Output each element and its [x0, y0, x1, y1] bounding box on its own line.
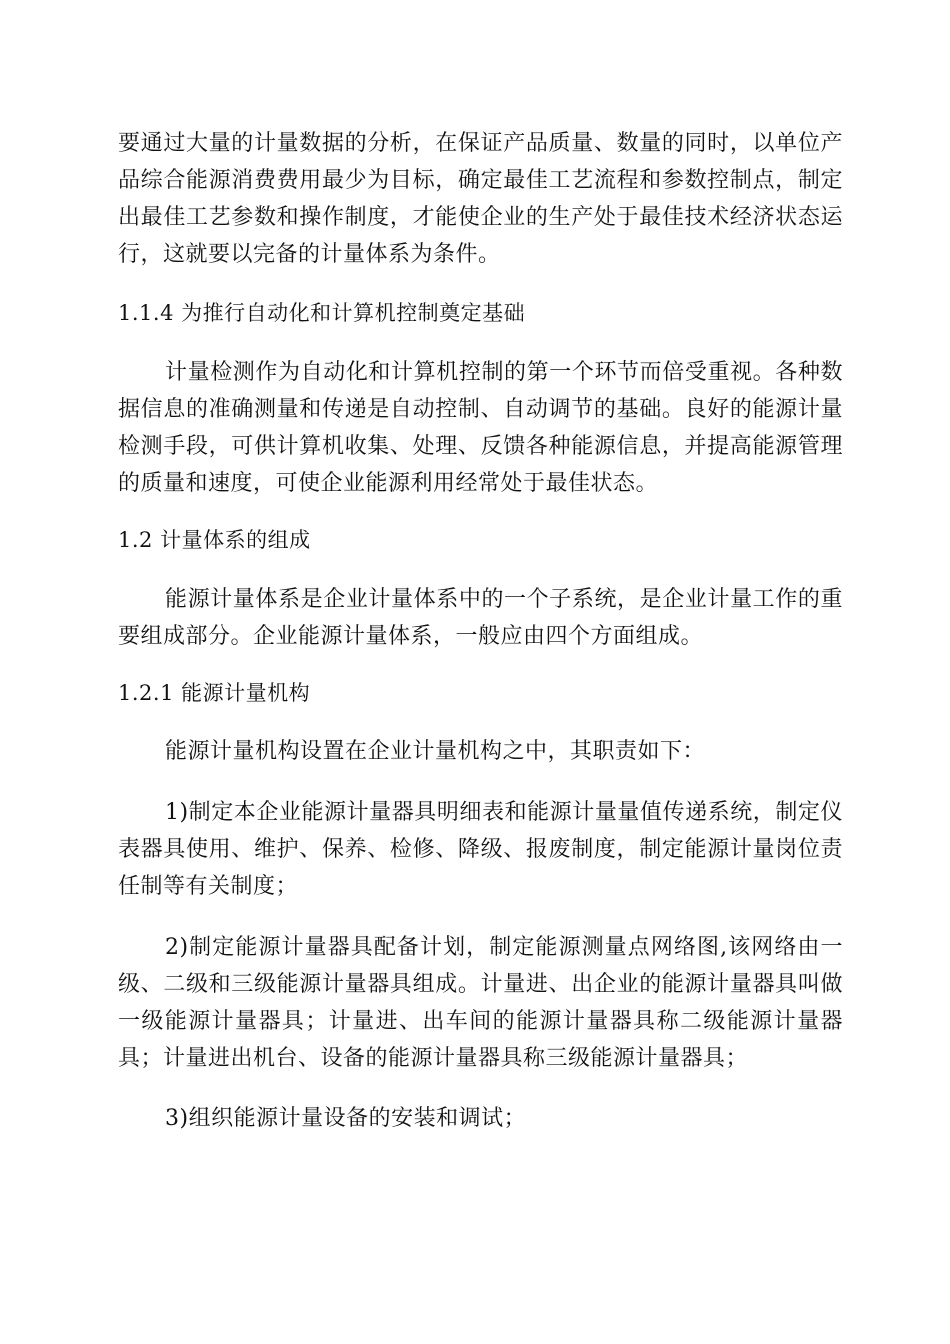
- section-heading-1-2: 1.2 计量体系的组成: [118, 528, 311, 552]
- paragraph-composition: 能源计量体系是企业计量体系中的一个子系统，是企业计量工作的重要组成部分。企业能源计量体系，一般应由四个方面组成。: [118, 587, 843, 649]
- paragraph-duty-3: 3)组织能源计量设备的安装和调试；: [165, 1106, 527, 1131]
- paragraph-duties-intro: 能源计量机构设置在企业计量机构之中，其职责如下：: [165, 739, 706, 764]
- paragraph-automation: 计量检测作为自动化和计算机控制的第一个环节而倍受重视。各种数据信息的准确测量和传递是自动控制、自动调节的基础。良好的能源计量检测手段，可供计算机收集、处理、反馈各种能源信息，并提高能源管理的质量和速度，可使企业能源利用经常处于最佳状态。: [118, 360, 843, 496]
- paragraph-duty-2: 2)制定能源计量器具配备计划，制定能源测量点网络图,该网络由一级、二级和三级能源计量器具组成。计量进、出企业的能源计量器具叫做一级能源计量器具；计量进、出车间的能源计量器具称二级能源计量器具；计量进出机台、设备的能源计量器具称三级能源计量器具；: [118, 935, 843, 1071]
- paragraph-duty-1: 1)制定本企业能源计量器具明细表和能源计量量值传递系统，制定仪表器具使用、维护、保养、检修、降级、报废制度，制定能源计量岗位责任制等有关制度；: [118, 800, 843, 899]
- section-heading-1-2-1: 1.2.1 能源计量机构: [118, 681, 311, 705]
- section-heading-1-1-4: 1.1.4 为推行自动化和计算机控制奠定基础: [118, 301, 526, 325]
- paragraph-continuation: 要通过大量的计量数据的分析，在保证产品质量、数量的同时，以单位产品综合能源消费费用最少为目标，确定最佳工艺流程和参数控制点，制定出最佳工艺参数和操作制度，才能使企业的生产处于最佳技术经济状态运行，这就要以完备的计量体系为条件。: [118, 131, 843, 267]
